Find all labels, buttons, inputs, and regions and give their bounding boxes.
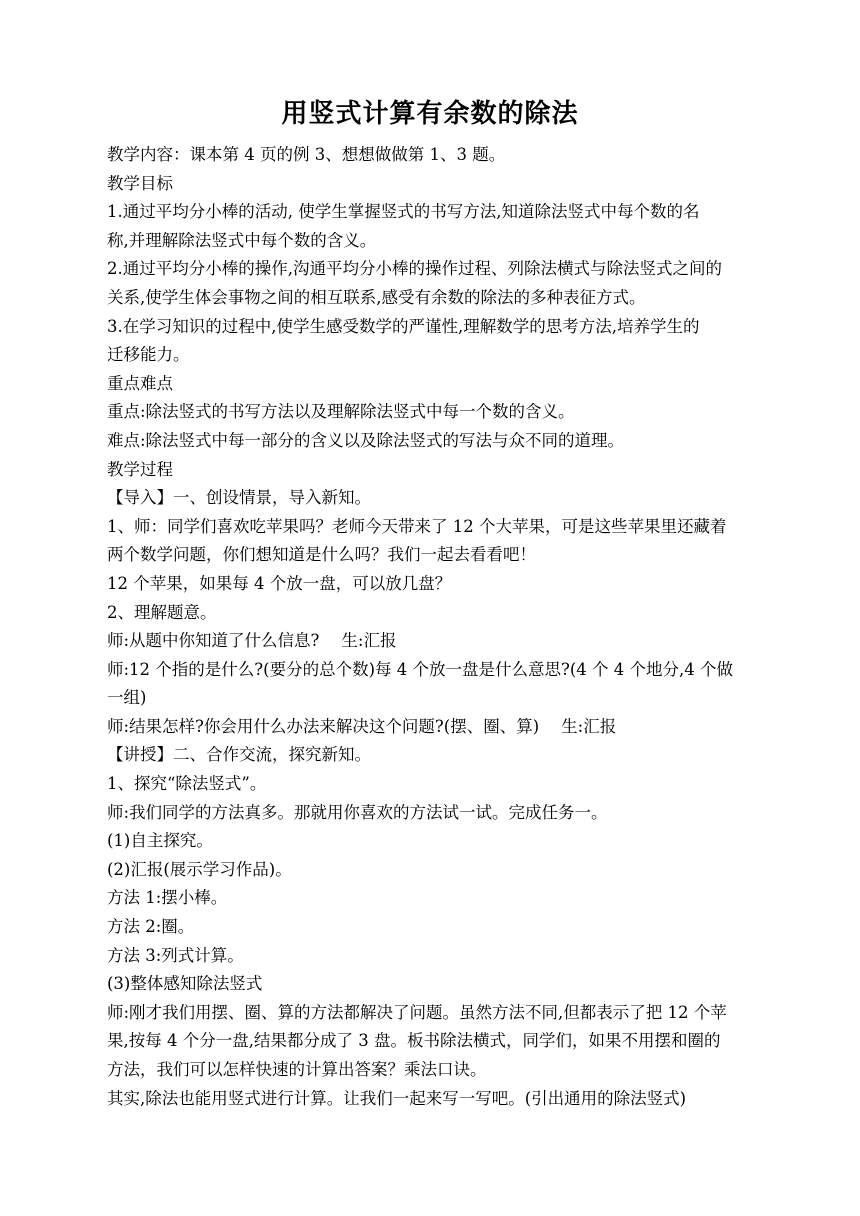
text-line: 称,并理解除法竖式中每个数的含义。: [107, 230, 377, 250]
text-line: 方法 3:列式计算。: [107, 945, 244, 965]
text-line: 12 个苹果，如果每 4 个放一盘，可以放几盘？: [107, 573, 452, 593]
text-line: 难点:除法竖式中每一部分的含义以及除法竖式的写法与众不同的道理。: [107, 430, 625, 450]
text-line: 方法 1:摆小棒。: [107, 888, 228, 908]
text-line: 2.通过平均分小棒的操作,沟通平均分小棒的操作过程、列除法横式与除法竖式之间的: [107, 259, 722, 279]
text-line: 师:我们同学的方法真多。那就用你喜欢的方法试一试。完成任务一。: [107, 802, 608, 822]
section-heading: 重点难点: [107, 373, 173, 393]
text-line: 重点:除法竖式的书写方法以及理解除法竖式中每一个数的含义。: [107, 402, 575, 422]
text-line: 【讲授】二、合作交流，探究新知。: [107, 745, 371, 765]
text-line: 1.通过平均分小棒的活动, 使学生掌握竖式的书写方法,知道除法竖式中每个数的名: [107, 202, 700, 222]
text-line: (1)自主探究。: [107, 831, 213, 851]
section-heading: 教学目标: [107, 173, 173, 193]
text-line: 一组): [107, 688, 147, 708]
text-line: 1、师：同学们喜欢吃苹果吗？老师今天带来了 12 个大苹果，可是这些苹果里还藏着: [107, 516, 727, 536]
text-line: 师:12 个指的是什么?(要分的总个数)每 4 个放一盘是什么意思?(4 个 4 个地分,4 个做: [107, 659, 734, 679]
document-body: [107, 141, 759, 1113]
text-line: 教学内容：课本第 4 页的例 3、想想做做第 1、3 题。: [107, 145, 506, 164]
text-line: 关系,使学生体会事物之间的相互联系,感受有余数的除法的多种表征方式。: [107, 287, 646, 307]
text-line: [107, 627, 759, 656]
text-segment: 生:汇报: [561, 716, 617, 736]
text-line: 方法，我们可以怎样快速的计算出答案？乘法口诀。: [107, 1060, 487, 1079]
text-line: 迁移能力。: [107, 345, 190, 365]
text-segment: 师:从题中你知道了什么信息?: [107, 631, 320, 651]
text-segment: 师:结果怎样?你会用什么办法来解决这个问题?(摆、圈、算): [107, 716, 540, 736]
document-title: 用竖式计算有余数的除法: [281, 99, 579, 129]
text-line: 【导入】一、创设情景，导入新知。: [107, 488, 371, 508]
text-line: 2、理解题意。: [107, 602, 217, 622]
text-line: 两个数学问题，你们想知道是什么吗？我们一起去看看吧！: [107, 545, 536, 565]
text-line: 3.在学习知识的过程中,使学生感受数学的严谨性,理解数学的思考方法,培养学生的: [107, 316, 700, 336]
text-line: (2)汇报(展示学习作品)。: [107, 859, 292, 879]
section-heading: 教学过程: [107, 459, 173, 479]
text-line: 果,按每 4 个分一盘,结果都分成了 3 盘。板书除法横式，同学们，如果不用摆和圈的: [107, 1031, 721, 1051]
text-line: 1、探究“除法竖式”。: [107, 774, 267, 794]
text-segment: 生:汇报: [341, 631, 397, 651]
text-line: 师:刚才我们用摆、圈、算的方法都解决了问题。虽然方法不同,但都表示了把 12 个苹: [107, 1002, 727, 1022]
text-line: [107, 713, 759, 742]
text-line: 其实,除法也能用竖式进行计算。让我们一起来写一写吧。(引出通用的除法竖式): [107, 1088, 687, 1108]
text-line: 方法 2:圈。: [107, 917, 195, 937]
text-line: (3)整体感知除法竖式: [107, 974, 263, 994]
